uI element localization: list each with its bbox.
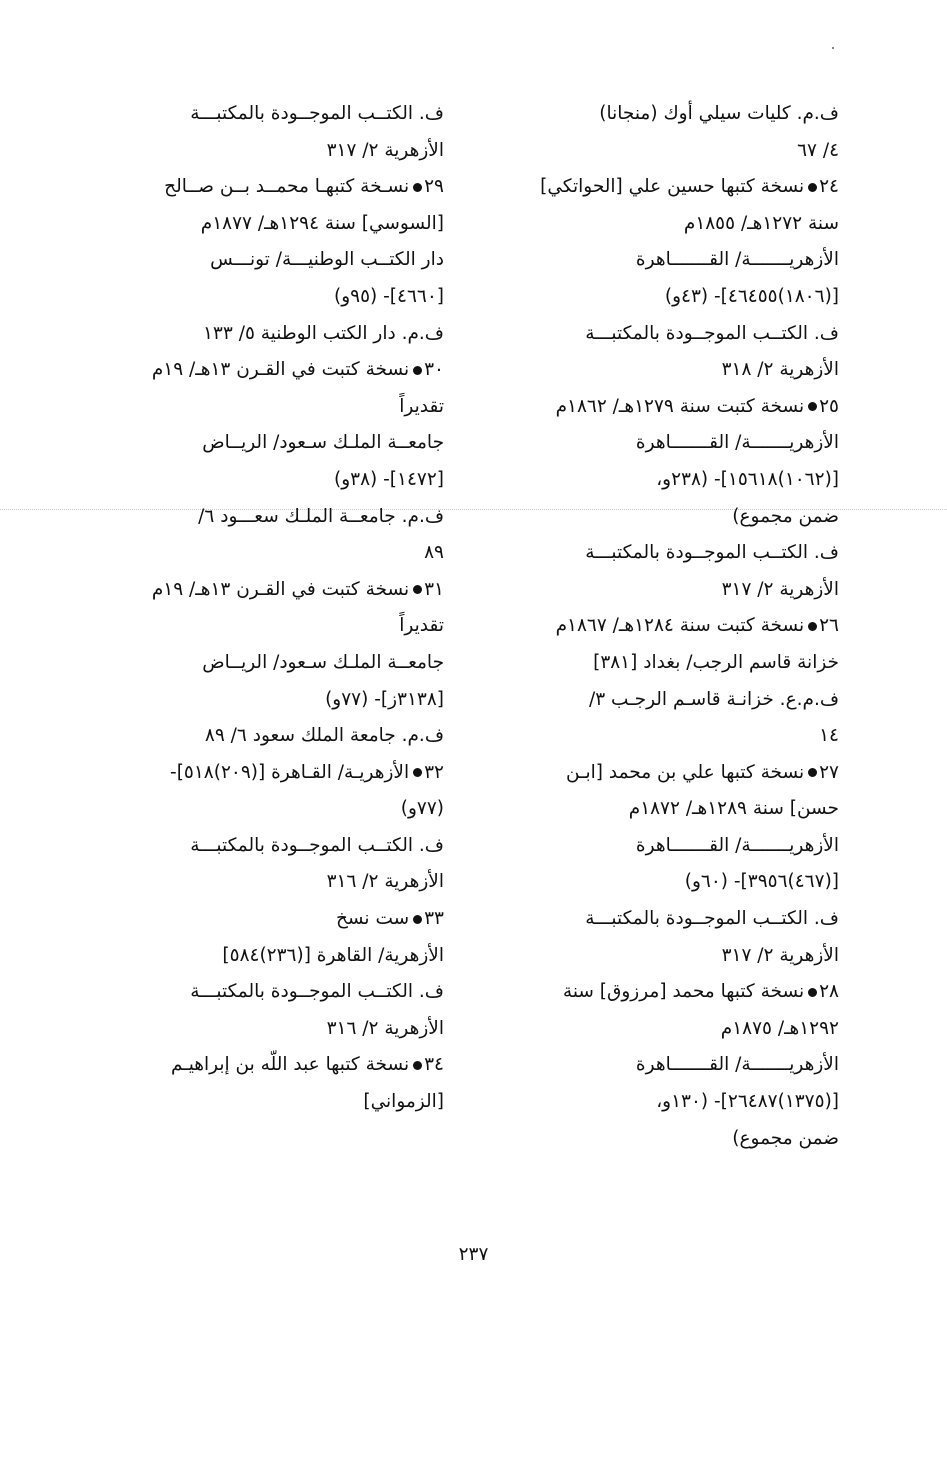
bullet-icon [413, 1061, 422, 1070]
text-line: الأزهريـــــــة/ القـــــــاهرة [635, 432, 839, 454]
text-line: الأزهريـــــــة/ القـــــــاهرة [635, 834, 839, 856]
text-line: ٤/ ٦٧ [797, 139, 839, 161]
text-line: جامعــة الملـك سـعود/ الريــاض [202, 651, 444, 673]
text-line: خزانة قاسم الرجب/ بغداد [٣٨١] [593, 651, 839, 673]
bullet-icon [808, 988, 817, 997]
entry-text: الأزهريـة/ القـاهرة [(٢٠٩)٥١٨]- [170, 761, 410, 783]
bullet-icon [413, 585, 422, 594]
catalog-entry-start [493, 974, 839, 1011]
bullet-icon [808, 768, 817, 777]
text-line: ف.م. دار الكتب الوطنية ٥/ ١٣٣ [203, 322, 444, 344]
text-line: الأزهرية ٢/ ٣١٦ [326, 1017, 444, 1039]
page-number: ٢٣٧ [458, 1244, 489, 1265]
text-line: سنة ١٢٧٢هـ/ ١٨٥٥م [683, 212, 839, 234]
entry-text: نسخة كتبها محمد [مرزوق] سنة [562, 981, 805, 1003]
entry-text: نسخة كتبت في القـرن ١٣هـ/ ١٩م [151, 359, 410, 381]
entry-number: ٣٤ [424, 1054, 444, 1076]
catalog-entry-start [493, 389, 839, 426]
right-column [493, 96, 839, 1157]
text-line: ف.م.ع. خزانـة قاسـم الرجـب ٣/ [589, 688, 839, 710]
text-line: [٣١٣٨ز]- (٧٧و) [325, 688, 444, 710]
entry-text: نسخة كتبت سنة ١٢٧٩هـ/ ١٨٦٢م [555, 395, 805, 417]
text-line: [(١٣٧٥)٢٦٤٨٧]- (١٣٠و، [656, 1091, 839, 1113]
text-line: تقديراً [399, 395, 444, 417]
entry-number: ٢٧ [819, 761, 839, 783]
entry-number: ٣٠ [424, 359, 444, 381]
text-line: [١٤٧٢]- (٣٨و) [334, 468, 444, 490]
text-line: ١٢٩٢هـ/ ١٨٧٥م [720, 1017, 839, 1039]
bullet-icon [808, 183, 817, 192]
entry-number: ٢٤ [819, 176, 839, 198]
text-line: [(٤٦٧)٣٩٥٦]- (٦٠و) [684, 871, 839, 893]
bullet-icon [808, 622, 817, 631]
text-line: الأزهرية ٢/ ٣١٧ [721, 578, 839, 600]
entry-text: نسخة كتبها حسين علي [الحواتكي] [540, 176, 805, 198]
catalog-entry-start [493, 755, 839, 792]
text-line: تقديراً [399, 615, 444, 637]
text-line: [السوسي] سنة ١٢٩٤هـ/ ١٨٧٧م [200, 212, 444, 234]
text-line: ف. الكتــب الموجــودة بالمكتبـــة [585, 322, 839, 344]
bullet-icon [413, 915, 422, 924]
text-line: ف.م. كليات سيلي أوك (منجانا) [599, 103, 839, 124]
catalog-entry-start [98, 901, 444, 938]
entry-number: ٣٢ [424, 761, 444, 783]
entry-number: ٣١ [424, 578, 444, 600]
text-line: الأزهريـــــــة/ القـــــــاهرة [635, 249, 839, 271]
text-line: جامعــة الملـك سـعود/ الريــاض [202, 432, 444, 454]
text-line: [(١٠٦٢)١٥٦١٨]- (٢٣٨و، [656, 468, 839, 490]
text-line: الأزهرية/ القاهرة [(٢٣٦)٥٨٤] [222, 944, 444, 966]
text-line: ف. الكتــب الموجــودة بالمكتبـــة [190, 834, 444, 856]
text-line: ف. الكتــب الموجــودة بالمكتبـــة [585, 908, 839, 930]
text-line: ف.م. جامعة الملك سعود ٦/ ٨٩ [204, 725, 444, 747]
text-line: ف. الكتــب الموجــودة بالمكتبـــة [585, 542, 839, 564]
catalog-entry-start [493, 169, 839, 206]
text-line: الأزهرية ٢/ ٣١٦ [326, 871, 444, 893]
text-line: الأزهريـــــــة/ القـــــــاهرة [635, 1054, 839, 1076]
text-line: [(١٨٠٦)٤٦٤٥٥]- (٤٣و) [664, 285, 839, 307]
entry-text: ست نسخ [335, 908, 410, 930]
catalog-entry-start [98, 352, 444, 389]
entry-number: ٢٥ [819, 395, 839, 417]
text-line: ف. الكتــب الموجــودة بالمكتبـــة [190, 103, 444, 124]
catalog-entry-start [98, 169, 444, 206]
text-line: حسن] سنة ١٢٨٩هـ/ ١٨٧٢م [628, 798, 839, 820]
text-line: الأزهرية ٢/ ٣١٨ [721, 359, 839, 381]
left-column [98, 96, 444, 1121]
text-line: الأزهرية ٢/ ٣١٧ [721, 944, 839, 966]
bullet-icon [413, 768, 422, 777]
catalog-entry-start [98, 1047, 444, 1084]
text-line: [٤٦٦٠]- (٩٥و) [334, 285, 444, 307]
entry-number: ٢٨ [819, 981, 839, 1003]
catalog-entry-start [493, 608, 839, 645]
bullet-icon [413, 183, 422, 192]
text-line: ضمن مجموع) [732, 505, 839, 527]
text-line: ف.م. جامعــة الملـك سعـــود ٦/ [198, 505, 444, 527]
text-line: ٨٩ [424, 542, 444, 564]
text-line: ١٤ [819, 725, 839, 747]
entry-number: ٣٣ [424, 908, 444, 930]
bullet-icon [808, 402, 817, 411]
text-line: ف. الكتــب الموجــودة بالمكتبـــة [190, 981, 444, 1003]
entry-text: نسـخة كتبهـا محمــد بــن صــالح [164, 176, 410, 198]
catalog-entry-start [98, 755, 444, 792]
entry-text: نسخة كتبت سنة ١٢٨٤هـ/ ١٨٦٧م [555, 615, 805, 637]
text-line: الأزهرية ٢/ ٣١٧ [326, 139, 444, 161]
text-line: دار الكتــب الوطنيـــة/ تونـــس [210, 249, 444, 271]
entry-number: ٢٩ [424, 176, 444, 198]
entry-text: نسخة كتبها عبد اللّه بن إبراهيـم [170, 1054, 410, 1076]
scan-speck [832, 47, 834, 49]
entry-number: ٢٦ [819, 615, 839, 637]
text-line: ضمن مجموع) [732, 1127, 839, 1149]
text-line: [الزمواني] [363, 1091, 444, 1113]
bullet-icon [413, 366, 422, 375]
catalog-entry-start [98, 572, 444, 609]
text-line: (٧٧و) [400, 798, 444, 820]
entry-text: نسخة كتبها علي بن محمد [ابـن [565, 761, 805, 783]
entry-text: نسخة كتبت في القـرن ١٣هـ/ ١٩م [151, 578, 410, 600]
